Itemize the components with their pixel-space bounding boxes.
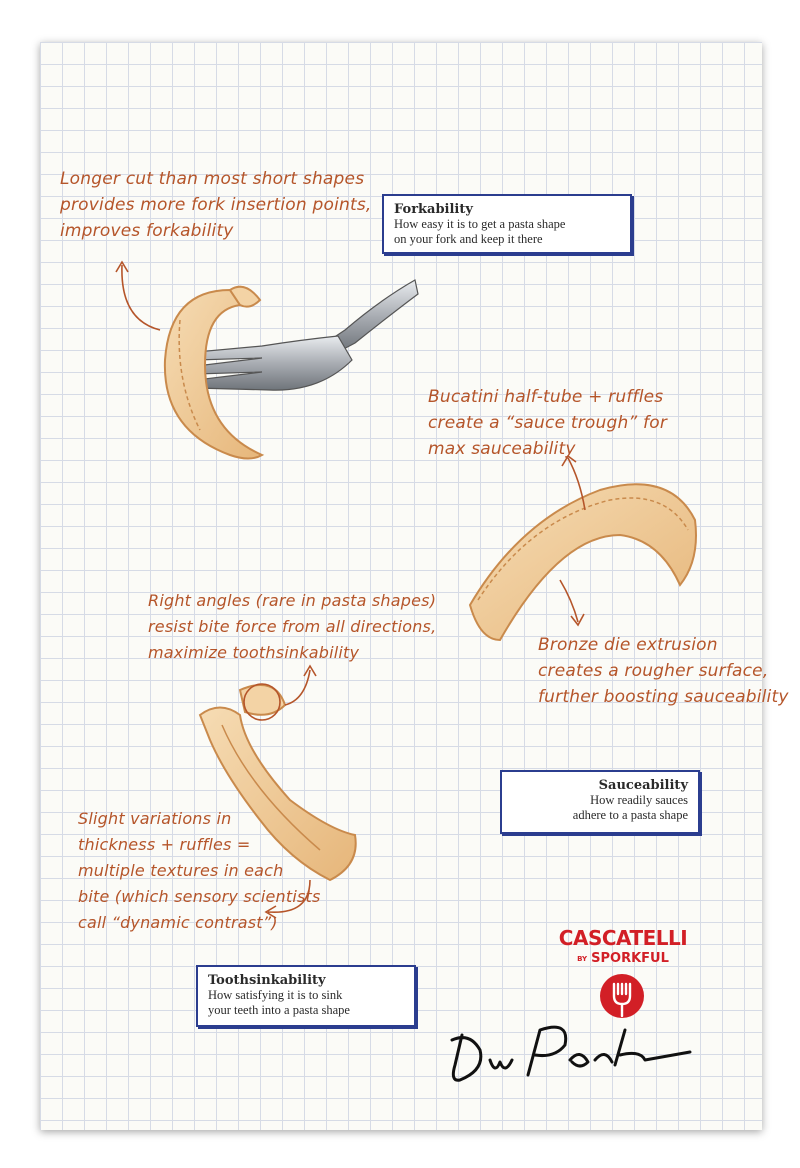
- definition-term: Toothsinkability: [208, 973, 326, 988]
- note-line: improves forkability: [60, 221, 234, 241]
- note-line: create a “sauce trough” for: [428, 413, 668, 433]
- note-line: Bronze die extrusion: [538, 635, 718, 655]
- definition-desc: How satisfying it is to sink: [208, 988, 343, 1002]
- note-line: Right angles (rare in pasta shapes): [148, 591, 437, 610]
- note-line: creates a rougher surface,: [538, 661, 769, 681]
- brand-by: BY: [577, 954, 588, 963]
- note-line: resist bite force from all directions,: [148, 617, 437, 636]
- brand-maker-name: SPORKFUL: [591, 951, 669, 966]
- note-line: Slight variations in: [78, 809, 232, 828]
- definition-desc: your teeth into a pasta shape: [208, 1003, 350, 1017]
- note-line: provides more fork insertion points,: [60, 195, 372, 215]
- note-line: further boosting sauceability: [538, 687, 789, 707]
- note-line: Bucatini half-tube + ruffles: [428, 387, 664, 407]
- definition-term: Forkability: [394, 202, 473, 217]
- definition-term: Sauceability: [598, 778, 688, 793]
- brand-name: CASCATELLI: [558, 926, 688, 950]
- definition-desc: on your fork and keep it there: [394, 232, 543, 246]
- definition-desc: How readily sauces: [590, 793, 688, 807]
- note-line: call “dynamic contrast”): [78, 913, 278, 932]
- note-line: thickness + ruffles =: [78, 835, 251, 854]
- note-line: bite (which sensory scientists: [78, 887, 321, 906]
- definition-desc: How easy it is to get a pasta shape: [394, 217, 566, 231]
- note-line: multiple textures in each: [78, 861, 284, 880]
- note-line: Longer cut than most short shapes: [60, 169, 365, 189]
- definition-desc: adhere to a pasta shape: [572, 808, 688, 822]
- note-line: max sauceability: [428, 439, 576, 459]
- note-line: maximize toothsinkability: [148, 643, 360, 662]
